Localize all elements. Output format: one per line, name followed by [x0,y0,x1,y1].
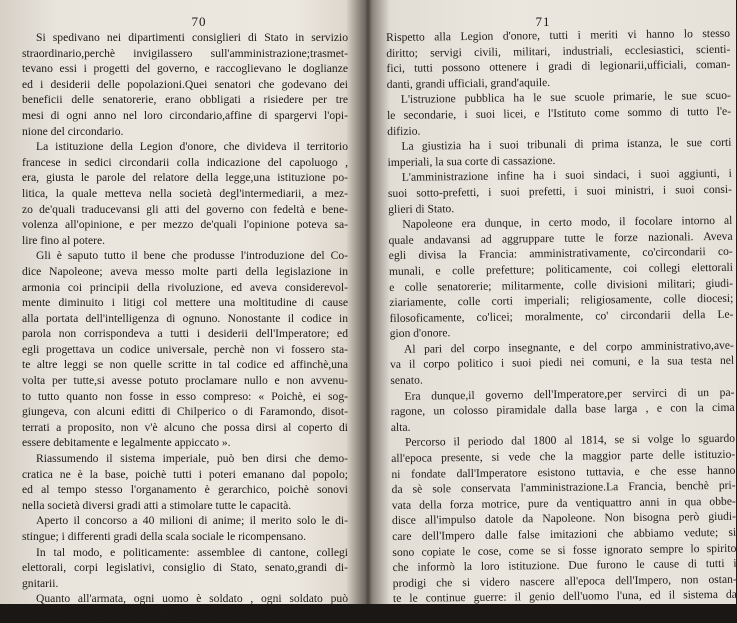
text-line: parola non corrispondeva a tutti i desiderii dell'Imperatore; ed [22,327,348,341]
text-line: volta per tutte,si avesse potuto proclamare nullo e non avvenu- [22,374,348,388]
text-line: Riassumendo il sistema imperiale, può ben dirsi che demo- [36,452,348,466]
text-line: Percorso il periodo dal 1800 al 1814, se si volge lo sguardo [404,432,736,450]
text-line: Napoleone era dunque, in certo modo, il focolare intorno al [402,213,733,231]
text-line: te altre leggi se non quelle scritte in tal codice ed affinchè,una [22,358,348,372]
text-line: terrati a proposito, non v'è alcuno che possa dirsi al coperto di [22,420,348,434]
text-line: Gli è saputo tutto il bene che produsse l'introduzione del Co- [36,249,348,263]
text-body [386,26,737,607]
text-line: diventare un'uffiziale: colonnello, generale, maresciallo. [22,607,283,621]
text-line: disce all'impulso datole da Napoleone. Non bisogna però giudi- [391,510,737,528]
text-line: armonia coi principii della rivoluzione, ed aveva considerevol- [22,280,348,294]
text-line: diritto; servigi civili, militari, industriali, ecclesiastici, scienti- [386,42,731,60]
text-line: L'amministrazione infine ha i suoi sindaci, i suoi aggiunti, i [401,167,732,185]
text-line: egli progettava un codice universale, perchè non vi fossero sta- [22,342,348,356]
text-line: In tal modo, e politicamente: assemblee di cantone, collegi [36,545,348,559]
text-line: ragone, un colosso piramidale dalla base larga , e con la cima [390,401,735,419]
text-line: le secondarie, i suoi licei, e l'Istituto come sommo di tutto l'e- [386,104,732,122]
text-line: ed i desiderii delle popolazioni.Quei senatori che godevano dei [22,77,348,91]
text-line: da sè sole conservata l'amministrazione.La Francia, benchè pri- [391,478,736,497]
text-line: cratica ne è la base, poichè tutti i poteri emanano dal popolo; [22,467,348,481]
text-line: difizio. [387,124,421,138]
right-page [366,0,736,604]
text-line: straordinario,perchè invigilassero sull'amministrazione;trasmet- [22,46,348,60]
text-line: elettorali, corpi legislativi, consiglio di Stato, senato,grandi di- [22,561,348,575]
text-line: La giustizia ha i suoi tribunali di prima istanza, le sue corti [401,135,732,153]
text-line: tevano essi i progetti del governo, e raccoglievano le doglianze [22,62,348,76]
text-line: lire fino al potere. [22,233,106,247]
text-line: volenza all'opinione, e per mezzo de'quali l'opinione poteva sa- [22,218,348,232]
text-line: che informò la loro istituzione. Due furono le cause di tutti i [392,556,737,575]
text-line: gnitarii. [22,576,59,590]
text-line: senato. [390,373,423,388]
text-line: imperiali, la sua corte di cassazione. [387,153,556,169]
text-line: Al pari del corpo insegnante, e del corpo amministrativo,ave- [403,338,734,356]
text-line: zo de'quali traducevansi gli atti del governo con fedeltà e bene- [22,202,348,216]
text-line: quale andavansi ad aggruppare tutte le forze nazionali. Aveva [388,229,733,247]
text-line: francese in sedici circondarii colla indicazione del capoluogo , [22,155,348,169]
text-line: glieri di Stato. [388,201,455,216]
text-line: essere debitamente e legalmente appiccato ». [22,436,231,450]
text-line: giungeva, con alcuni editti di Chilperico o di Faramondo, disot- [22,405,348,419]
text-line: Rispetto alla Legion d'onore, tutti i meriti vi hanno lo stesso [386,26,731,44]
text-line: all'epoca presente, si vede che la maggior parte delle istituzio- [391,447,736,465]
text-line: ziariamente, colle corti imperiali; religiosamente, colle diocesi; [389,291,734,310]
text-line: Aperto il concorso a 40 milioni di anime; il merito solo le di- [36,514,348,528]
text-line: era, giusta le parole del relatore della legge,una istituzione po- [22,171,348,185]
text-line: mente diminuito i litigi col mettere una moltitudine di cause [22,296,348,310]
text-line: nione del circondario. [22,124,124,138]
text-line: te le continue guerre: il genio dell'uomo l'una, ed il sistema da [392,588,737,606]
text-line: fici, tutti possono ottenere i gradi di legionarii,ufficiali, coman- [386,57,731,76]
text-line: beneficii delle senatorerie, erano obbligati a risiedere per tre [22,93,348,107]
text-line: L'istruzione pubblica ha le sue scuole primarie, le sue scuo- [400,89,731,107]
text-line: filosoficamente, co'licei; moralmente, co' circondarii della Le- [389,307,734,325]
text-line: va il corpo politico i suoi piedi nei comuni, e la sua testa nel [390,354,735,372]
text-line: Era dunque,il governo dell'Imperatore,per servirci di un pa- [404,385,735,403]
page-number: 70 [191,14,207,29]
text-line: to tutto quanto non fosse in esso compreso: « Poichè, ei sog- [22,389,348,403]
text-line: care dell'Impero dalle false imitazioni che abbiamo vedute; si [392,525,737,543]
page-number: 71 [535,14,551,29]
text-line: ed al tempo stesso l'organamento è gerarchico, poichè sonovi [22,483,348,497]
text-line: Quanto all'armata, ogni uomo è soldato , ogni soldato può [36,592,348,606]
text-line: alla portata dell'intelligenza di ognuno. Nonostante il codice in [22,311,348,325]
text-line: sono copiate le cose, come se si fosse ignorato sempre lo spirito [392,541,737,559]
text-line: La istituzione della Legion d'onore, che divideva il territorio [36,140,348,154]
text-line: vata della forza motrice, pure da ventiquattro anni in qua obbe- [391,494,736,512]
text-body [22,30,348,623]
text-line: stingue; i differenti gradi della scala sociale le ricompensano. [22,530,307,543]
text-line: ni fondate dall'Imperatore esistono tuttavia, e che esse hanno [391,463,736,481]
text-line: alta. [390,420,411,434]
text-line: egli divisa la Francia: amministrativamente, co'circondarii co- [388,245,733,263]
text-line: litica, la quale metteva nella società degl'intermediarii, a mez- [22,186,348,200]
text-line: Si spedivano nei dipartimenti consiglieri di Stato in servizio [36,31,348,44]
text-line: e colle senatorerie; militarmente, colle divisioni militari; giudi- [389,276,734,294]
text-line: suoi sotto-prefetti, i suoi prefetti, i suoi ministri, i suoi consi- [387,182,733,200]
text-line: gion d'onore. [389,326,451,341]
left-page [0,0,362,621]
text-line: mesi di ogni anno nel loro circondario,affine di spargervi l'opi- [22,108,348,122]
text-line: nella società diversi gradi atti a stimolare tutte le capacità. [22,498,292,512]
text-line: munali, e colle prefetture; politicamente, coi collegi elettorali [388,260,734,278]
text-line: danti, grandi ufficiali, grand'aquile. [386,75,551,91]
text-line: dice Napoleone; aveva messo molte parti della legislazione in [22,264,348,278]
text-line: prodigi che si videro nascere all'epoca dell'Impero, non ostan- [392,572,737,590]
